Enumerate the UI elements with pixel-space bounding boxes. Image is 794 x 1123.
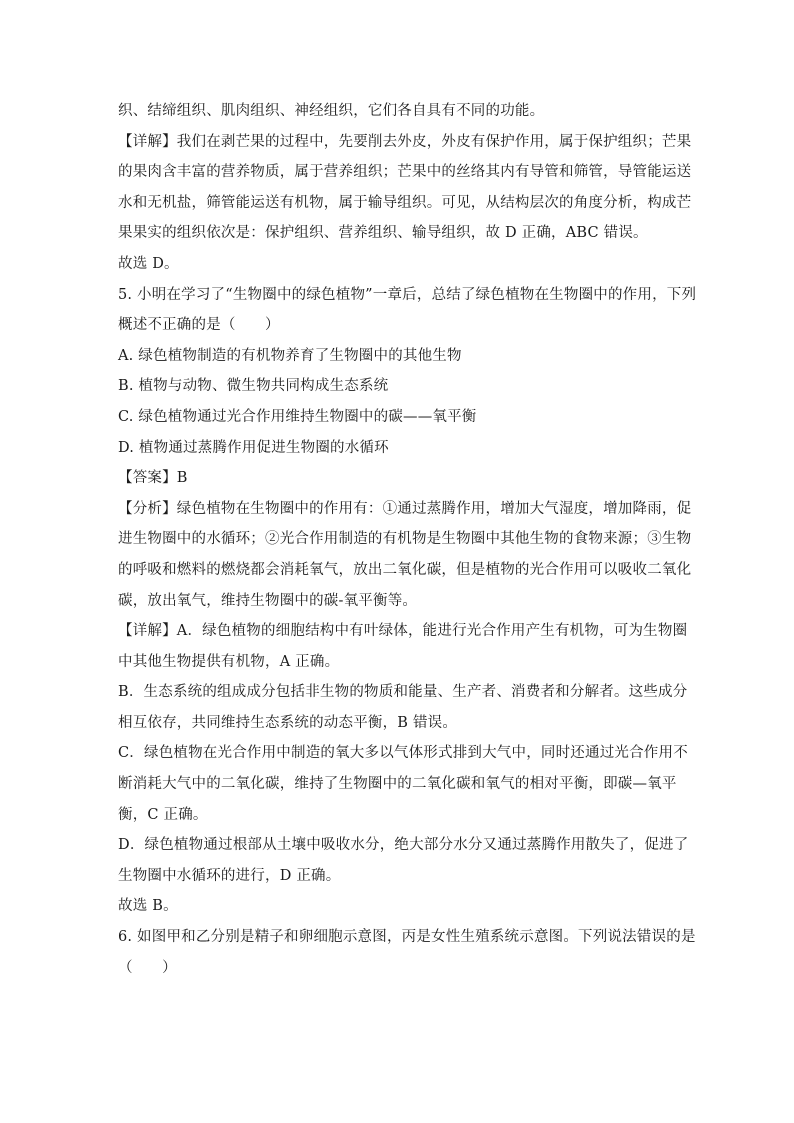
detail-line: D．绿色植物通过根部从土壤中吸收水分，绝大部分水分又通过蒸腾作用散失了，促进了 xyxy=(118,837,689,854)
question-6-stem: （ ） xyxy=(118,959,177,976)
option-d: D. 植物通过蒸腾作用促进生物圈的水循环 xyxy=(118,439,389,456)
detail-line: C．绿色植物在光合作用中制造的氧大多以气体形式排到大气中，同时还通过光合作用不 xyxy=(118,745,688,762)
text-line: 【详解】我们在剥芒果的过程中，先要削去外皮，外皮有保护作用，属于保护组织；芒果 xyxy=(118,133,692,150)
detail-line: 相互依存，共同维持生态系统的动态平衡，B 错误。 xyxy=(118,714,458,731)
analysis-line: 的呼吸和燃料的燃烧都会消耗氧气，放出二氧化碳，但是植物的光合作用可以吸收二氧化 xyxy=(118,561,692,578)
option-a: A. 绿色植物制造的有机物养育了生物圈中的其他生物 xyxy=(118,347,462,364)
analysis-line: 进生物圈中的水循环；②光合作用制造的有机物是生物圈中其他生物的食物来源；③生物 xyxy=(118,531,692,548)
question-6-stem: 6. 如图甲和乙分别是精子和卵细胞示意图，丙是女性生殖系统示意图。下列说法错误的是 xyxy=(118,929,696,946)
question-5-stem: 5. 小明在学习了“生物圈中的绿色植物”一章后，总结了绿色植物在生物圈中的作用，下列 xyxy=(118,286,697,303)
detail-line: B．生态系统的组成成分包括非生物的物质和能量、生产者、消费者和分解者。这些成分 xyxy=(118,684,688,701)
text-line: 织、结缔组织、肌肉组织、神经组织，它们各自具有不同的功能。 xyxy=(118,103,545,119)
analysis-line: 【分析】绿色植物在生物圈中的作用有：①通过蒸腾作用，增加大气湿度，增加降雨，促 xyxy=(118,500,692,517)
detail-line: 断消耗大气中的二氧化碳，维持了生物圈中的二氧化碳和氧气的相对平衡，即碳—氧平 xyxy=(118,776,677,793)
conclusion-line: 故选 B。 xyxy=(118,898,178,915)
detail-line: 中其他生物提供有机物，A 正确。 xyxy=(118,653,340,670)
document-page xyxy=(118,96,697,983)
text-line: 故选 D。 xyxy=(118,255,179,272)
detail-line: 【详解】A．绿色植物的细胞结构中有叶绿体，能进行光合作用产生有机物，可为生物圈 xyxy=(118,623,688,640)
option-c: C. 绿色植物通过光合作用维持生物圈中的碳——氧平衡 xyxy=(118,408,477,425)
text-line: 的果肉含丰富的营养物质，属于营养组织；芒果中的丝络其内有导管和筛管，导管能运送 xyxy=(118,164,692,181)
text-line: 水和无机盐，筛管能运送有机物，属于输导组织。可见，从结构层次的角度分析，构成芒 xyxy=(118,194,692,211)
option-b: B. 植物与动物、微生物共同构成生态系统 xyxy=(118,378,389,395)
question-5-stem: 概述不正确的是（ ） xyxy=(118,317,280,334)
detail-line: 衡，C 正确。 xyxy=(118,806,208,823)
analysis-line: 碳，放出氧气，维持生物圈中的碳-氧平衡等。 xyxy=(118,592,418,609)
answer-line: 【答案】B xyxy=(118,470,188,487)
detail-line: 生物圈中水循环的进行，D 正确。 xyxy=(118,867,341,884)
text-line: 果果实的组织依次是：保护组织、营养组织、输导组织，故 D 正确，ABC 错误。 xyxy=(118,225,648,242)
